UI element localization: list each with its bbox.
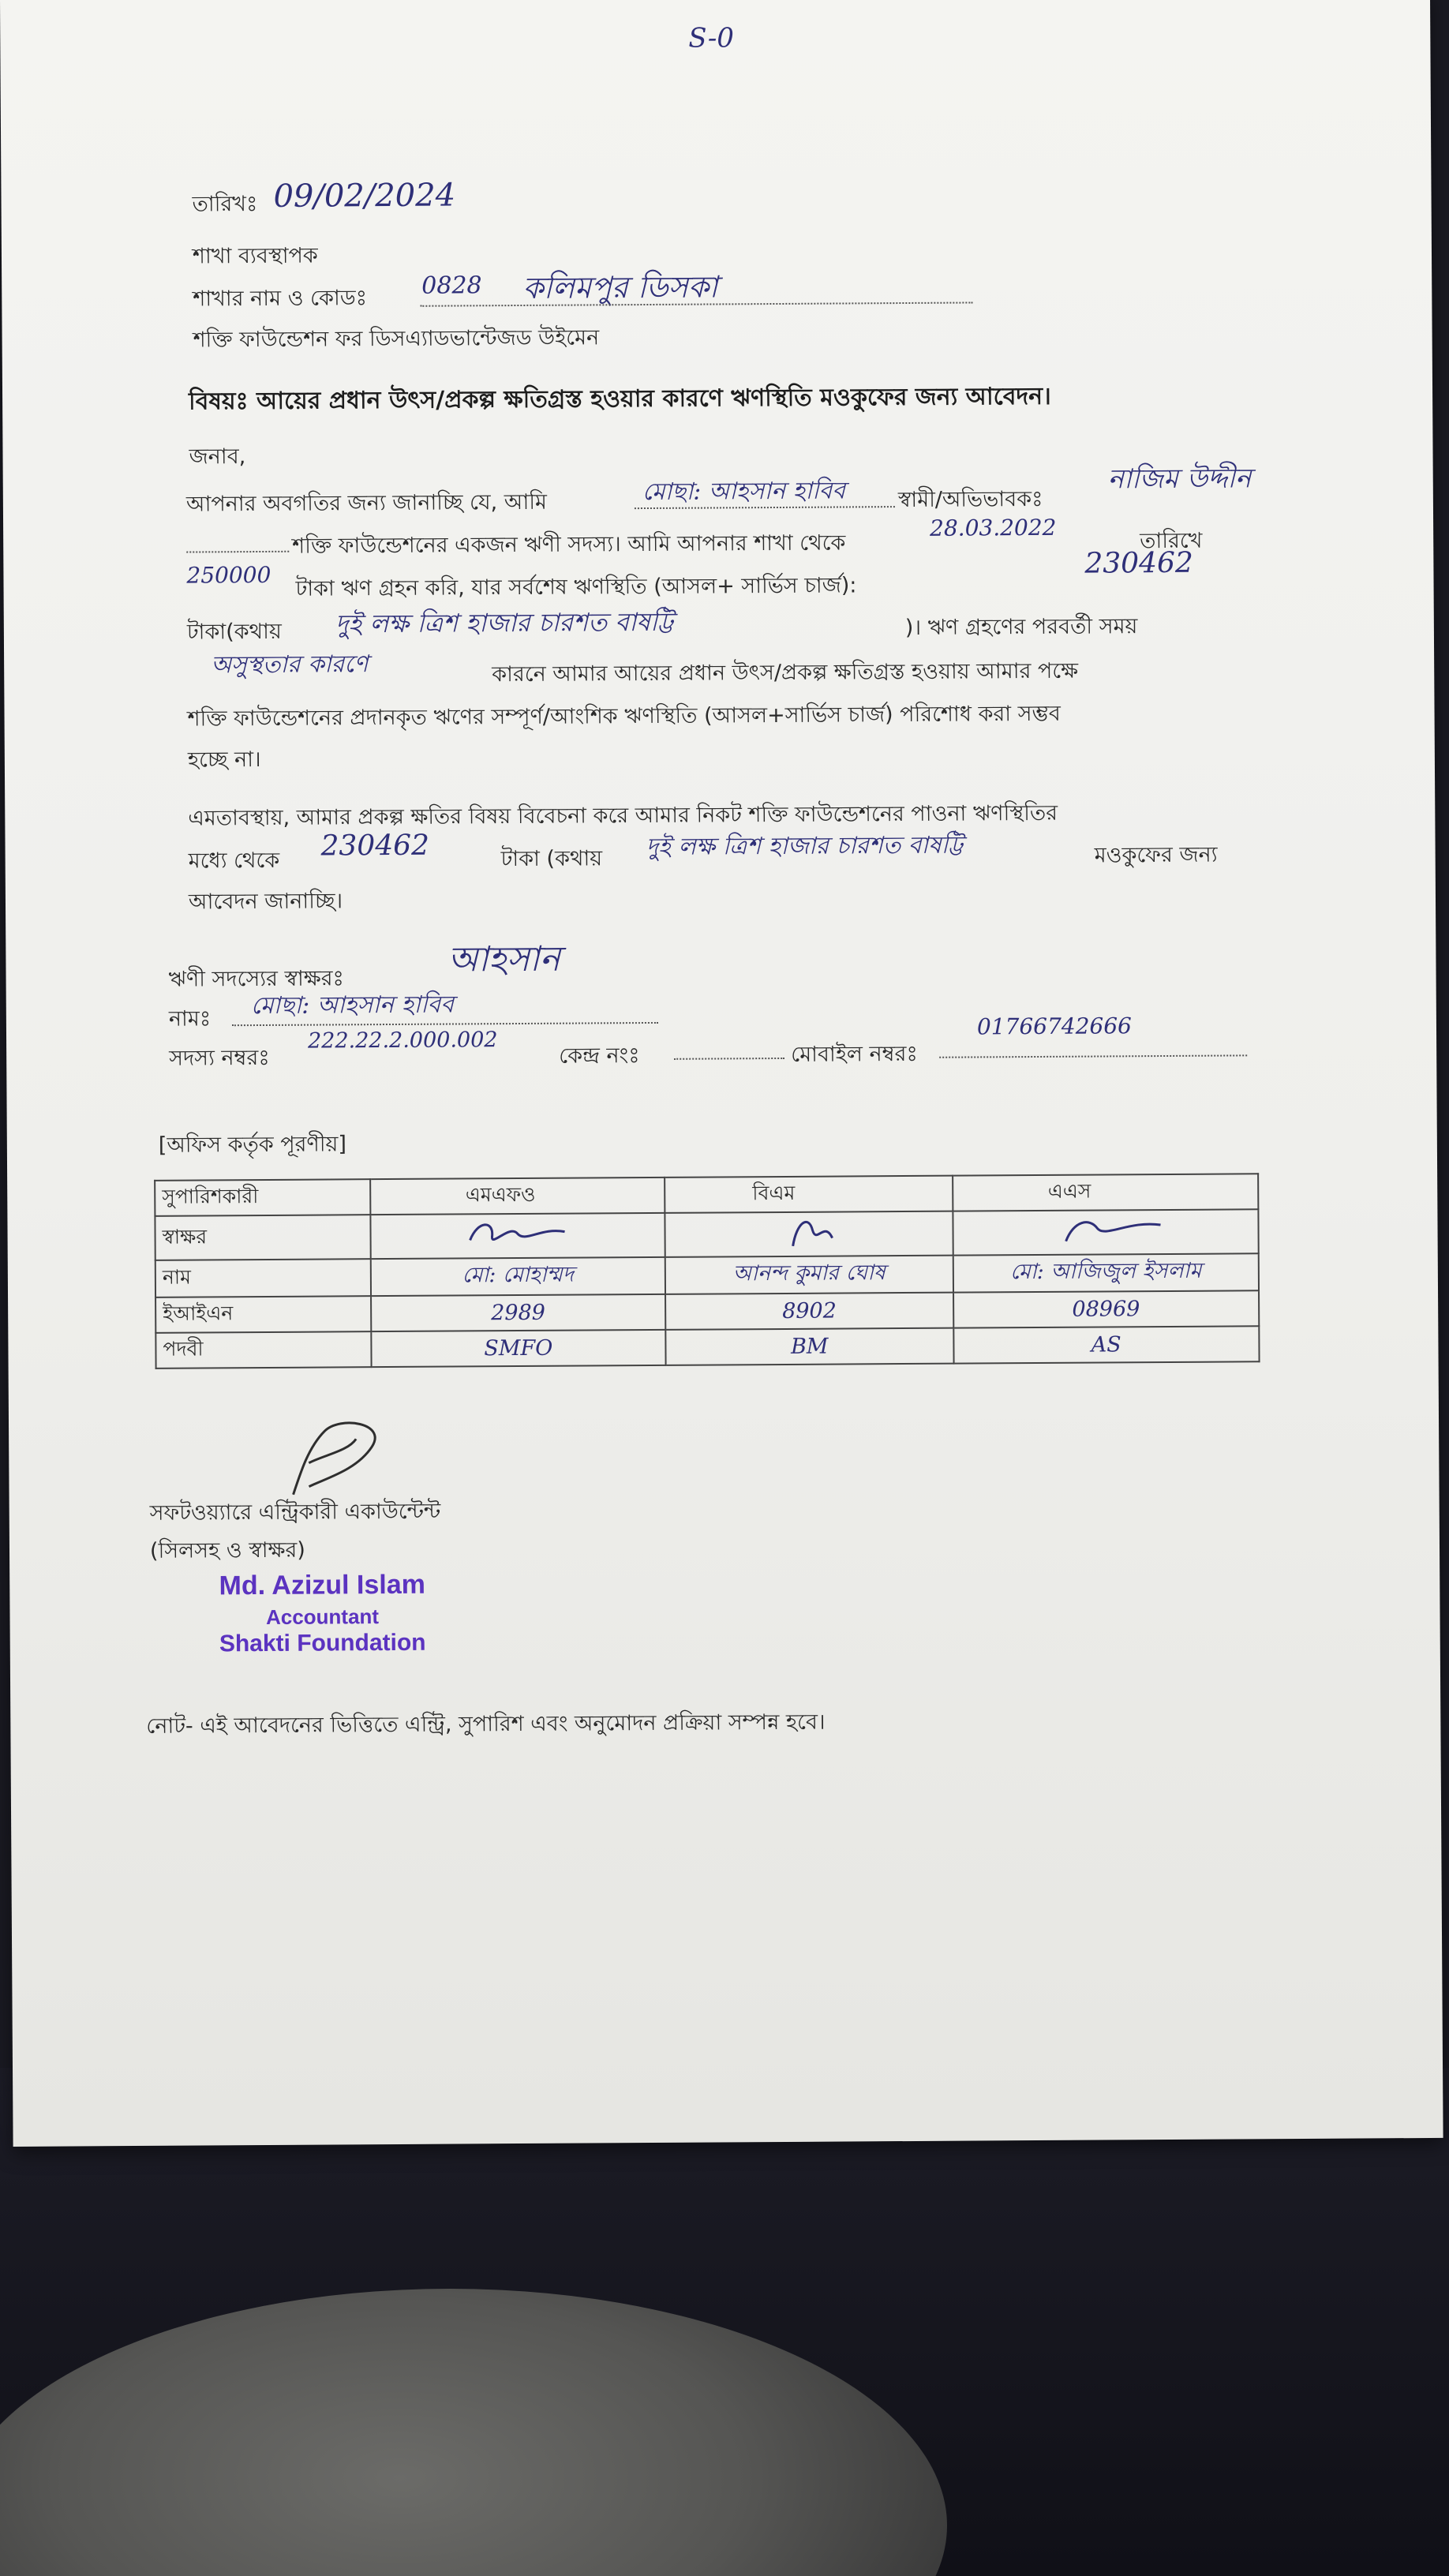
p1-line4-b: )। ঋণ গ্রহণের পরবর্তী সময় [904, 614, 1138, 641]
table-header: এএস [953, 1174, 1259, 1211]
footnote: নোট- এই আবেদনের ভিত্তিতে এন্ট্রি, সুপারিশ এবং অনুমোদন প্রক্রিয়া সম্পন্ন হবে। [146, 1709, 826, 1739]
row-label: ইআইএন [155, 1296, 371, 1333]
outstanding-hw: 230462 [1084, 546, 1193, 580]
p1-line1-a: আপনার অবগতির জন্য জানাচ্ছি যে, আমি [185, 489, 548, 517]
waive-amount-hw: 230462 [320, 829, 430, 863]
row-label: পদবী [155, 1331, 371, 1368]
table-cell: AS [953, 1326, 1260, 1363]
member-name-line-hw: মোছা: আহসান হাবিব [250, 990, 455, 1020]
branch-name: কলিমপুর ডিসকা [522, 269, 718, 305]
p1-line4-a: টাকা(কথায় [186, 619, 282, 645]
p1-line6: শক্তি ফাউন্ডেশনের প্রদানকৃত ঋণের সম্পূর্ণ/আংশিক ঋণস্থিতি (আসল+সার্ভিস চার্জ) পরিশোধ করা সম্ভব [187, 701, 1061, 732]
p2-line3: আবেদন জানাচ্ছি। [188, 889, 343, 915]
loan-date-hw: 28.03.2022 [930, 514, 1057, 541]
table-row [155, 1253, 1259, 1297]
table-cell: 2989 [371, 1294, 666, 1331]
loan-amount-hw: 250000 [186, 561, 271, 589]
page-mark: S-0 [688, 22, 735, 54]
mobile-label: মোবাইল নম্বরঃ [791, 1041, 918, 1067]
p2-line2-b: টাকা (কথায় [500, 846, 603, 872]
signature-scribble-icon [1043, 1211, 1169, 1247]
mobile-dots [939, 1054, 1247, 1058]
table-cell: 08969 [953, 1290, 1260, 1327]
table-row [155, 1326, 1259, 1368]
signature-scribble-icon [455, 1215, 581, 1251]
stamp-title: Accountant [265, 1604, 380, 1629]
date-value: 09/02/2024 [273, 177, 456, 215]
table-cell: মো: মোহাম্মদ [370, 1257, 665, 1296]
p1-line5-a: কারনে আমার আয়ের প্রধান উৎস/প্রকল্প ক্ষতিগ্রস্ত হওয়ায় আমার পক্ষে [492, 658, 1079, 687]
signature-as [953, 1209, 1259, 1255]
subject: বিষয়ঃ আয়ের প্রধান উৎস/প্রকল্প ক্ষতিগ্রস্ত হওয়ার কারণে ঋণস্থিতি মওকুফের জন্য আবেদন। [189, 382, 1051, 416]
table-header: সুপারিশকারী [155, 1179, 370, 1216]
row-label: নাম [155, 1259, 371, 1297]
date-label: তারিখঃ [192, 192, 258, 217]
member-name-hw: মোছা: আহসান হাবিব [642, 477, 846, 507]
member-sign-label: ঋণী সদস্যের স্বাক্ষরঃ [168, 966, 345, 992]
accountant-line1: সফটওয়্যারে এন্ট্রিকারী একাউন্টেন্ট [149, 1499, 441, 1526]
stamp-name: Md. Azizul Islam [219, 1569, 426, 1601]
waive-words-hw: দুই লক্ষ ত্রিশ হাজার চারশত বাষট্টি [646, 831, 964, 862]
member-number-label: সদস্য নম্বরঃ [169, 1045, 270, 1071]
salutation: জনাব, [189, 444, 246, 470]
table-cell: SMFO [371, 1330, 666, 1367]
p1-line1-b: স্বামী/অভিভাবকঃ [897, 486, 1043, 513]
member-number-hw: 222.22.2.000.002 [307, 1028, 498, 1054]
table-cell: মো: আজিজুল ইসলাম [953, 1253, 1259, 1292]
p1-line3-a: টাকা ঋণ গ্রহন করি, যার সর্বশেষ ঋণস্থিতি (আসল+ সার্ভিস চার্জ): [295, 573, 857, 601]
stamp-org: Shakti Foundation [219, 1629, 426, 1657]
office-note: [অফিস কর্তৃক পূরণীয়] [158, 1132, 347, 1158]
signature-bm [665, 1211, 953, 1257]
table-header: বিএম [665, 1176, 953, 1213]
office-table [154, 1173, 1260, 1369]
accountant-signature-icon [277, 1415, 396, 1503]
branch-label: শাখার নাম ও কোডঃ [193, 286, 368, 312]
p1-line2-a: শক্তি ফাউন্ডেশনের একজন ঋণী সদস্য। আমি আপনার শাখা থেকে [292, 530, 846, 559]
table-row [155, 1209, 1258, 1260]
signature-scribble-icon [746, 1214, 872, 1249]
member-name-label: নামঃ [168, 1006, 212, 1032]
p1-line2-b: তারিখে [1140, 528, 1203, 554]
guardian-hw: নাজিম উদ্দীন [1107, 462, 1252, 496]
branch-code: 0828 [421, 271, 482, 300]
centre-dots [674, 1058, 784, 1060]
p2-line2-a: মধ্যে থেকে [188, 848, 280, 874]
table-cell: আনন্দ কুমার ঘোষ [665, 1256, 953, 1294]
table-header: এমএফও [370, 1178, 665, 1215]
mobile-hw: 01766742666 [976, 1013, 1133, 1040]
centre-label: কেন্দ্র নংঃ [559, 1043, 640, 1069]
to-line: শাখা ব্যবস্থাপক [192, 243, 318, 269]
table-cell: BM [665, 1328, 953, 1365]
amount-words-hw: দুই লক্ষ ত্রিশ হাজার চারশত বাষট্টি [335, 606, 674, 639]
org-line: শক্তি ফাউন্ডেশন ফর ডিসএ্যাডভান্টেজড উইমেন [193, 325, 600, 353]
table-cell: 8902 [665, 1293, 953, 1330]
row-label: স্বাক্ষর [155, 1215, 370, 1260]
p1-dots2 [186, 551, 289, 553]
p1-line7: হচ্ছে না। [187, 747, 261, 773]
member-sign-hw: আহসান [447, 938, 561, 980]
accountant-line2: (সিলসহ ও স্বাক্ষর) [149, 1537, 305, 1563]
reason-hw: অসুস্থতার কারণে [211, 650, 369, 680]
p2-line2-c: মওকুফের জন্য [1094, 842, 1218, 868]
p2-line1: এমতাবস্থায়, আমার প্রকল্প ক্ষতির বিষয় বিবেচনা করে আমার নিকট শক্তি ফাউন্ডেশনের পাওনা ঋণস্থিতির [188, 800, 1058, 831]
signature-mfo [370, 1213, 665, 1259]
